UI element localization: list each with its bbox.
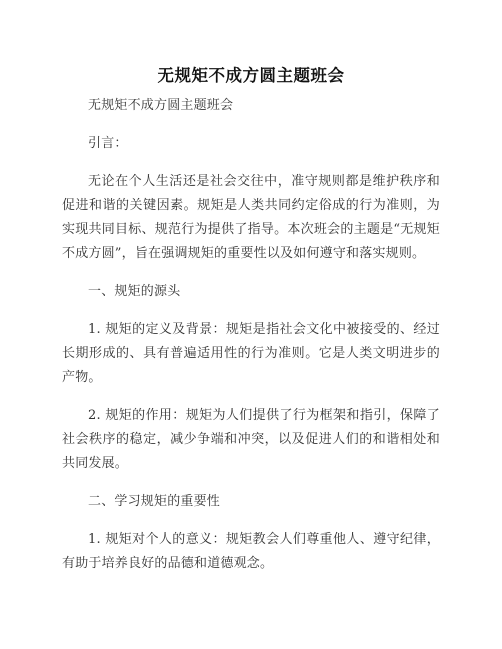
importance-item-1: 1. 规矩对个人的意义：规矩教会人们尊重他人、遵守纪律，有助于培养良好的品德和道德观念。	[62, 532, 440, 571]
document-body	[62, 94, 440, 590]
section-heading-importance: 二、学习规矩的重要性	[88, 494, 221, 509]
document-title: 无规矩不成方圆主题班会	[157, 66, 345, 85]
intro-paragraph: 无论在个人生活还是社会交往中，准守规则都是维护秩序和促进和谐的关键因素。规矩是人类共同约定俗成的行为准则，为实现共同目标、规范行为提供了指导。本次班会的主题是“无规矩不成方圆”，旨在强调规矩的重要性以及如何遵守和落实规则。	[62, 174, 440, 261]
section-heading-origin: 一、规矩的源头	[88, 284, 181, 299]
subtitle-paragraph: 无规矩不成方圆主题班会	[88, 98, 234, 113]
origin-item-2: 2. 规矩的作用：规矩为人们提供了行为框架和指引，保障了社会秩序的稳定，减少争端和冲突，以及促进人们的和谐相处和共同发展。	[62, 408, 440, 471]
origin-item-1: 1. 规矩的定义及背景：规矩是指社会文化中被接受的、经过长期形成的、具有普遍适用性的行为准则。它是人类文明进步的产物。	[62, 322, 440, 385]
intro-heading: 引言：	[88, 136, 128, 151]
